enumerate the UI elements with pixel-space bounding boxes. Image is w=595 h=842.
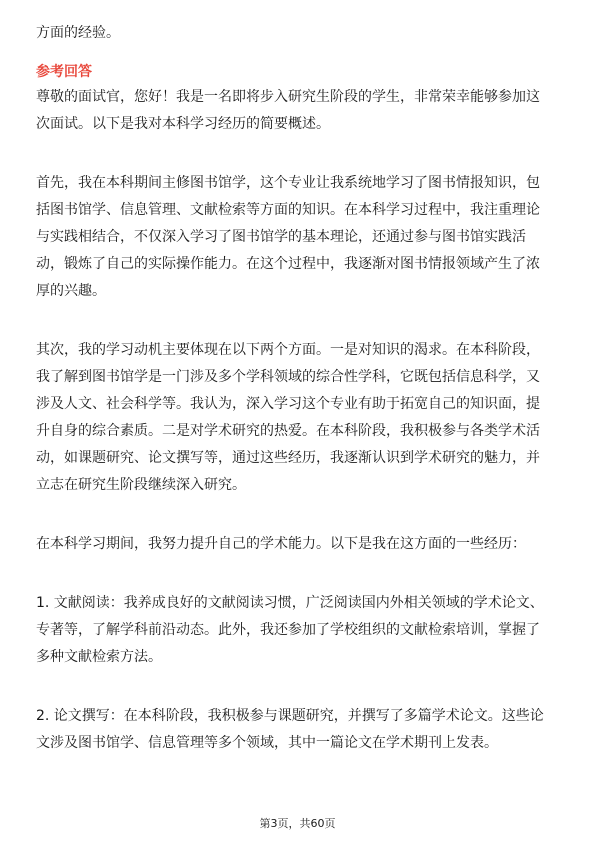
paragraph-line: 括图书馆学、信息管理、文献检索等方面的知识。在本科学习过程中，我注重理论 — [36, 202, 540, 218]
list-item-line: 多种文献检索方法。 — [36, 649, 162, 665]
paragraph-line: 厚的兴趣。 — [36, 283, 106, 299]
paragraph-line: 立志在研究生阶段继续深入研究。 — [36, 477, 246, 493]
paragraph-line: 首先，我在本科期间主修图书馆学，这个专业让我系统地学习了图书情报知识，包 — [36, 175, 540, 191]
paragraph-line: 尊敬的面试官，您好！我是一名即将步入研究生阶段的学生，非常荣幸能够参加这 — [36, 89, 540, 105]
paragraph-line: 我了解到图书馆学是一门涉及多个学科领域的综合性学科，它既包括信息科学，又 — [36, 369, 540, 385]
answer-heading: 参考回答 — [36, 64, 92, 80]
paragraph-line: 涉及人文、社会科学等。我认为，深入学习这个专业有助于拓宽自己的知识面，提 — [36, 396, 540, 412]
list-item-line: 文涉及图书馆学、信息管理等多个领域，其中一篇论文在学术期刊上发表。 — [36, 735, 498, 751]
list-item-line: 2. 论文撰写：在本科阶段，我积极参与课题研究，并撰写了多篇学术论文。这些论 — [36, 708, 544, 724]
paragraph-line: 次面试。以下是我对本科学习经历的简要概述。 — [36, 116, 330, 132]
page-number: 第3页，共60页 — [259, 817, 336, 830]
paragraph-line: 动，锻炼了自己的实际操作能力。在这个过程中，我逐渐对图书情报领域产生了浓 — [36, 256, 540, 272]
list-item-line: 专著等，了解学科前沿动态。此外，我还参加了学校组织的文献检索培训，掌握了 — [36, 622, 540, 638]
paragraph-line: 升自身的综合素质。二是对学术研究的热爱。在本科阶段，我积极参与各类学术活 — [36, 423, 540, 439]
paragraph-line: 其次，我的学习动机主要体现在以下两个方面。一是对知识的渴求。在本科阶段， — [36, 342, 540, 358]
paragraph-line: 在本科学习期间，我努力提升自己的学术能力。以下是我在这方面的一些经历： — [36, 536, 526, 552]
paragraph-line: 动，如课题研究、论文撰写等，通过这些经历，我逐渐认识到学术研究的魅力，并 — [36, 450, 540, 466]
list-item-line: 1. 文献阅读：我养成良好的文献阅读习惯，广泛阅读国内外相关领域的学术论文、 — [36, 595, 544, 611]
paragraph-line: 与实践相结合，不仅深入学习了图书馆学的基本理论，还通过参与图书馆实践活 — [36, 229, 526, 245]
continuation-text: 方面的经验。 — [36, 25, 120, 41]
